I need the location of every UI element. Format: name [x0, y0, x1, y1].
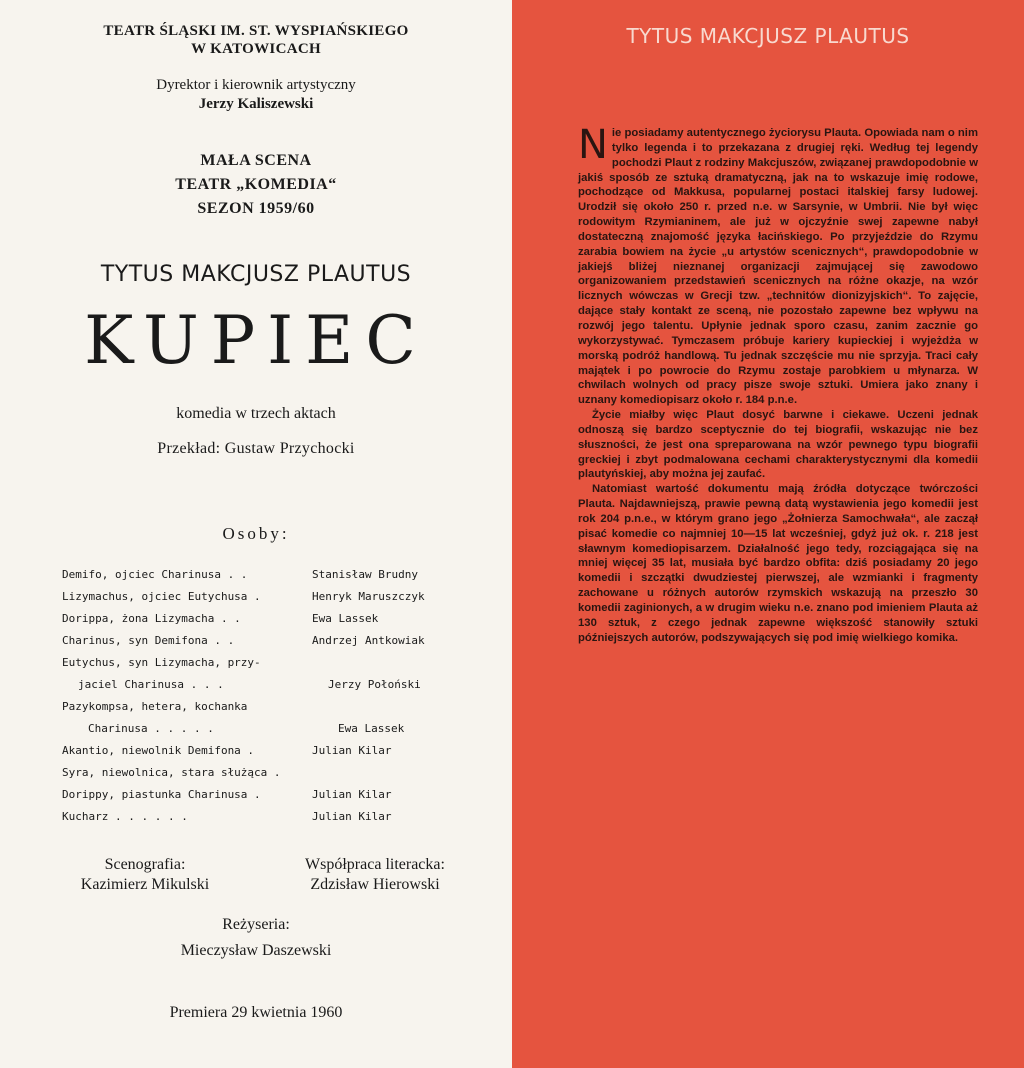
cast-row: [62, 740, 462, 762]
cast-actor: Jerzy Połoński: [328, 678, 421, 691]
direction-credit: [0, 912, 512, 964]
cast-row: [62, 586, 462, 608]
theater-header: [0, 22, 512, 58]
cast-actor: Henryk Maruszczyk: [312, 590, 425, 603]
cast-actor: Andrzej Antkowiak: [312, 634, 425, 647]
cast-role: Kucharz . . . . . .: [62, 810, 188, 823]
cast-actor: Ewa Lassek: [312, 612, 379, 625]
cast-row: [62, 784, 462, 806]
cast-row: [62, 652, 462, 674]
premiere-date: Premiera 29 kwietnia 1960: [169, 1004, 343, 1021]
cast-role: Charinusa . . . . .: [88, 722, 214, 735]
essay-body: [578, 122, 978, 646]
scenography-name: Kazimierz Mikulski: [80, 876, 210, 893]
cast-row: [62, 718, 462, 740]
cast-row: [62, 630, 462, 652]
cast-row: [62, 806, 462, 828]
direction-label: Reżyseria:: [222, 916, 290, 933]
cast-list: [62, 564, 462, 828]
literary-label: Współpraca literacka:: [305, 856, 445, 873]
drop-cap: N: [578, 122, 608, 168]
scenography-credit: [50, 855, 240, 895]
cast-role: Charinus, syn Demifona . .: [62, 634, 235, 647]
director-label: Dyrektor i kierownik artystyczny: [156, 77, 356, 93]
cast-role: Lizymachus, ojciec Eutychusa .: [62, 590, 261, 603]
cast-role: Pazykompsa, hetera, kochanka: [62, 700, 248, 713]
author-name: TYTUS MAKCJUSZ PLAUTUS: [100, 262, 412, 287]
stage-name: MAŁA SCENA: [200, 152, 312, 169]
cast-role: Dorippa, żona Lizymacha . .: [62, 612, 241, 625]
cast-role: Akantio, niewolnik Demifona .: [62, 744, 255, 757]
cast-row: [62, 564, 462, 586]
essay-paragraph: [578, 122, 978, 408]
cast-actor: Stanisław Brudny: [312, 568, 418, 581]
cast-role: jaciel Charinusa . . .: [78, 678, 224, 691]
cast-row: [62, 696, 462, 718]
theater-city: W KATOWICACH: [191, 41, 321, 57]
translation-credit: Przekład: Gustaw Przychocki: [157, 440, 355, 457]
scenography-label: Scenografia:: [104, 856, 186, 873]
cast-actor: Ewa Lassek: [338, 722, 405, 735]
cast-row: [62, 762, 462, 784]
cast-row: [62, 608, 462, 630]
cast-actor: Julian Kilar: [312, 810, 392, 823]
cast-actor: Julian Kilar: [312, 788, 392, 801]
essay-title: TYTUS MAKCJUSZ PLAUTUS: [626, 24, 910, 48]
cast-actor: [312, 762, 462, 784]
direction-name: Mieczysław Daszewski: [180, 942, 332, 959]
cast-actor: Julian Kilar: [312, 744, 392, 757]
cast-actor: [312, 652, 462, 674]
theater-komedia: TEATR „KOMEDIA“: [175, 176, 337, 193]
play-genre: komedia w trzech aktach: [176, 405, 336, 422]
stage-block: [0, 149, 512, 221]
cast-role: Dorippy, piastunka Charinusa .: [62, 788, 261, 801]
cast-role: Eutychus, syn Lizymacha, przy-: [62, 656, 261, 669]
literary-credit: [270, 855, 480, 895]
cast-role: Demifo, ojciec Charinusa . .: [62, 568, 248, 581]
theater-name: TEATR ŚLĄSKI IM. ST. WYSPIAŃSKIEGO: [103, 23, 409, 39]
director-block: [0, 76, 512, 114]
cast-actor: [322, 696, 462, 718]
season: SEZON 1959/60: [197, 200, 315, 217]
cast-row: [62, 674, 462, 696]
essay-paragraph: Życie miałby więc Plaut dosyć barwne i ciekawe. Uczeni jednak odnoszą się bardzo sceptycznie do tej biografii, wskazując nie bez słuszności, że jest ona spreparowana na wzór pewnego typu biografii greckiej i zbyt podmalowana cechami charakterystycznymi dla komedii plautyńskiej, aby można jej zaufać.: [578, 409, 978, 481]
literary-name: Zdzisław Hierowski: [310, 876, 440, 893]
cast-heading: Osoby:: [222, 524, 290, 543]
cast-role: Syra, niewolnica, stara służąca .: [62, 766, 281, 779]
play-title: KUPIEC: [84, 302, 428, 379]
essay-paragraph-text: ie posiadamy autentycznego życiorysu Plauta. Opowiada nam o nim tylko legenda i to przekazana z drugiej ręki. Według tej legendy pochodzi Plaut z rodziny Makcjuszów, związanej prawdopodobnie w jakiś sposób ze sztuką dramatyczną, jak na to wskazuje imię rodowe, pochodzące od Makkusa, popularnej postaci italskiej farsy ludowej. Urodził się około 250 r. przed n.e. w Sarsynie, w Umbrii. Nie był więc rodowitym Rzymianinem, ale już w ojczyźnie swej zapewne nabył dostateczną znajomość języka łacińskiego. Po przyjeździe do Rzymu zarabia bowiem na życie „u artystów scenicznych“, prawdopodobnie w jakiejś bliżej nieznanej organizacji zajmującej się zawodowo organizowaniem przedstawień scenicznych na różne okazje, na wzór licznych wówczas w Grecji tzw. „technitów dionizyjskich“. To zajęcie, dające stały kontakt ze sceną, nie pozostało zapewne bez wpływu na rozwój jego talentu. Upłynie jednak sporo czasu, zanim zacznie go wykorzystywać. Tymczasem próbuje kariery kupieckiej i wyjeżdża w morską podróż handlową. Tu jednak szczęście mu nie sprzyja. Traci cały majątek i po powrocie do Rzymu zostaje parobkiem u młynarza. W chwilach wolnych od pracy pisze swoje sztuki. Umiera jako znany i uznany komediopisarz około r. 184 p.n.e.: [578, 127, 978, 407]
director-name: Jerzy Kaliszewski: [198, 96, 314, 112]
essay-paragraph: Natomiast wartość dokumentu mają źródła dotyczące twórczości Plauta. Najdawniejszą, prawie pewną datą wystawienia jego komedii jest rok 204 p.n.e., w którym grano jego „Żołnierza Samochwała“, ale zaczął pisać komedie co najmniej 10—15 lat wcześniej, gdyż już ok. r. 218 jest sławnym komediopisarzem. Działalność jego tedy, rozciągająca się na mniej więcej 35 lat, musiała być bardzo obfita: dziś posiadamy 20 jego komedii i szczątki dwudziestej pierwszej, ale wzmianki i fragmenty zachowane u różnych autorów rzymskich wskazują na przeszło 30 komedii zaginionych, a w drugim wieku n.e. znano pod imieniem Plauta aż 130 sztuk, z czego jednak zapewne większość stanowiły sztuki późniejszych autorów, podszywających się pod imię wielkiego komika.: [578, 483, 978, 644]
